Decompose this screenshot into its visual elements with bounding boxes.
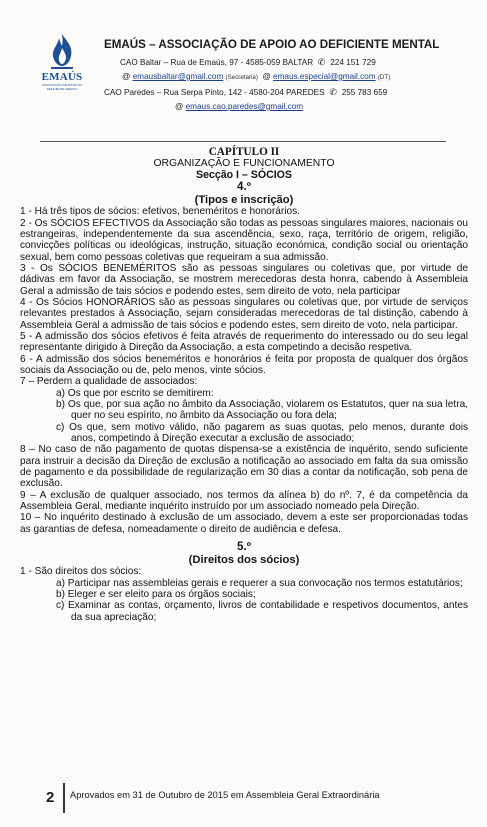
email-paredes-link[interactable]: emaus.cao.paredes@gmail.com [185, 102, 304, 111]
document-body [20, 146, 468, 623]
article-5-item-1c: c) Examinar as contas, orçamento, livros de contabilidade e respetivos documentos, antes da sua apreciação; [56, 600, 468, 623]
article-5-number: 5.º [237, 540, 251, 554]
logo-tagline: ASSOCIAÇÃO DE APOIO AO DEFICIENTE MENTAL [41, 83, 82, 91]
at-icon: @ [122, 72, 133, 81]
article-4-item-7c: c) Os que, sem motivo válido, não pagarem as suas quotas, pelo menos, durante dois anos, competindo à Direção executar a exclusão de associado; [56, 421, 468, 445]
email-secretaria-link[interactable]: emausbaltar@gmail.com [132, 72, 224, 81]
phone-icon: ✆ [315, 57, 328, 67]
paredes-email-line [175, 102, 303, 111]
paredes-address-line [104, 87, 387, 98]
article-4-paragraph-10: 10 – No inquérito destinado à exclusão de um associado, devem a este ser proporcionadas todas as garantias de defesa, nomeadamente o direito de audiência e defesa. [20, 512, 468, 535]
chapter-title: CAPÍTULO II [208, 146, 280, 158]
article-4-paragraph-1: 1 - Há três tipos de sócios: efetivos, beneméritos e honorários. [20, 206, 300, 218]
paredes-address: CAO Paredes – Rua Serpa Pinto, 142 - 4580-204 PAREDES [104, 88, 325, 97]
article-5-item-1b: b) Eleger e ser eleito para os órgãos sociais; [56, 588, 256, 600]
footer-divider [63, 783, 65, 813]
article-4-paragraph-5: 5 - A admissão dos sócios efetivos é feita através de requerimento do interessado ou do seu legal representante dirigido à Direção da Associação, a esta competindo a decisão respetiva. [20, 330, 468, 354]
phone-icon: ✆ [326, 87, 340, 97]
baltar-phone: 224 151 729 [330, 58, 376, 67]
baltar-address: CAO Baltar – Rua de Emaús, 97 - 4585-059 BALTAR [120, 58, 314, 67]
article-5-item-1a: a) Participar nas assembleias gerais e requerer a sua convocação nos termos estatutários; [56, 577, 463, 589]
article-4-paragraph-9: 9 – A exclusão de qualquer associado, nos termos da alínea b) do nº. 7, é da competência da Assembleia Geral, mediante inquérito instruído por um associado nomeado pela Direção. [20, 489, 468, 513]
article-5-paragraph-1: 1 - São direitos dos sócios: [20, 566, 142, 578]
article-4-number: 4.º [237, 180, 251, 194]
section-title: Secção I – SÓCIOS [196, 168, 292, 181]
paredes-phone: 255 783 659 [341, 88, 388, 97]
email-dt-link[interactable]: emaus.especial@gmail.com [273, 72, 376, 81]
email-line [122, 72, 390, 81]
email-dt-tag: (DT) [377, 74, 391, 81]
emaus-logo [40, 32, 84, 94]
article-4-paragraph-3: 3 - Os SÓCIOS BENEMÉRITOS são as pessoas singulares ou coletivas que, por virtude de dádivas em favor da Associação, se mostrem merecedoras desta honra, cabendo à Assembleia Geral a admissão de tais sócios e podendo estes, sem direito de voto, nela participar [20, 262, 468, 297]
article-4-item-7b: b) Os que, por sua ação no âmbito da Associação, violarem os Estatutos, quer na sua letra, quer no seu espírito, no âmbito da Associação ou fora dela; [56, 399, 468, 422]
article-4-paragraph-6: 6 - A admissão dos sócios beneméritos e honorários é feita por proposta de qualquer dos órgãos sociais da Associação ou de, pelo menos, vinte sócios. [20, 353, 468, 376]
flame-icon [47, 32, 77, 72]
article-4-paragraph-8: 8 – No caso de não pagamento de quotas dispensa-se a existência de inquérito, sendo suficiente para instruir a decisão da Direção de exclusão a notificação ao associado em falta da sua omissão de pagamento e da possibilidade de regularização em 30 dias a contar da notificação, sob pena de exclusão. [20, 444, 468, 490]
article-4-paragraph-7: 7 – Perdem a qualidade de associados: [20, 376, 198, 388]
article-4-heading: (Tipos e inscrição) [194, 193, 294, 206]
article-4-paragraph-2: 2 - Os SÓCIOS EFECTIVOS da Associação são todas as pessoas singulares maiores, nacionais ou estrangeiras, independentemente da sua ascendência, sexo, raça, território de origem, religião, convicções políticas ou ideológicas, instrução, situação económica, condição social ou orientação sexual, bem como pessoas coletivas que requeiram a sua admissão. [20, 217, 468, 263]
article-4-item-7a: a) Os que por escrito se demitirem: [56, 387, 214, 399]
article-5-heading: (Direitos dos sócios) [188, 553, 300, 566]
at-icon: @ [260, 72, 274, 81]
baltar-address-line [120, 57, 376, 68]
article-4-paragraph-4: 4 - Os Sócios HONORÁRIOS são as pessoas singulares ou coletivas que, por virtude de serviços relevantes prestados à Associação, sejam consideradas merecedoras de tal distinção, cabendo à Assembleia Geral a admissão de tais sócios e podendo estes, sem direito de voto, nela participar. [20, 296, 468, 331]
email-secretaria-tag: (Secretaria) [225, 74, 258, 81]
at-icon: @ [175, 102, 186, 111]
footer-approval-text: Aprovados em 31 de Outubro de 2015 em Assembleia Geral Extraordinária [70, 790, 380, 800]
chapter-subtitle: ORGANIZAÇÃO E FUNCIONAMENTO [153, 158, 335, 169]
logo-wordmark: EMAÚS [41, 71, 83, 83]
header-divider [40, 141, 446, 142]
page-number: 2 [46, 789, 55, 806]
organization-title: EMAÚS – ASSOCIAÇÃO DE APOIO AO DEFICIENTE MENTAL [104, 38, 440, 51]
